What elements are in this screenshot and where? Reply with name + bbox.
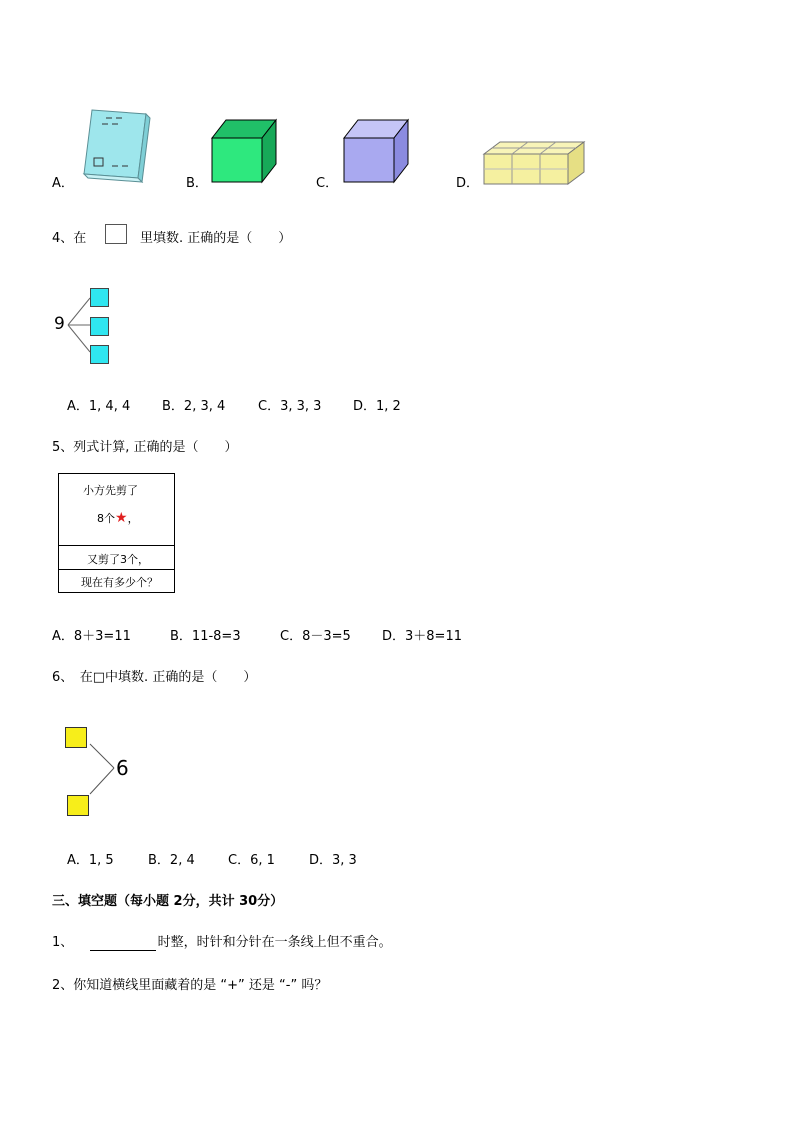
book-image bbox=[84, 108, 154, 188]
fill1-number: 1、 bbox=[52, 935, 74, 950]
yellow-box-image bbox=[484, 140, 586, 186]
q4-option-d[interactable]: D．1, 2 bbox=[353, 399, 401, 414]
q6-option-a[interactable]: A．1, 5 bbox=[67, 853, 114, 868]
q5-option-c[interactable]: C．8－3=5 bbox=[280, 629, 351, 644]
q6-diagram-number: 6 bbox=[116, 756, 129, 780]
fill1-text: 时整，时针和分针在一条线上但不重合。 bbox=[157, 935, 392, 950]
q5-box-count: 8个 bbox=[97, 512, 115, 525]
star-icon: ★ bbox=[115, 510, 128, 526]
q5-option-b[interactable]: B．11-8=3 bbox=[170, 629, 241, 644]
q4-prefix: 4、在 bbox=[52, 231, 87, 246]
q6-option-b[interactable]: B．2, 4 bbox=[148, 853, 195, 868]
q4-square-top bbox=[90, 288, 109, 307]
q3-option-c-label[interactable]: C． bbox=[316, 176, 339, 191]
q4-diagram-number: 9 bbox=[54, 314, 65, 334]
q4-square-middle bbox=[90, 317, 109, 336]
q5-box-line2 bbox=[97, 510, 139, 526]
green-cube-image bbox=[212, 118, 278, 184]
fill-question-2: 2、你知道横线里面藏着的是 “+” 还是 “-” 吗？ bbox=[52, 978, 328, 993]
section-3-heading: 三、填空题（每小题 2分，共计 30分） bbox=[52, 894, 284, 909]
divider bbox=[59, 545, 174, 546]
q3-option-a-label[interactable]: A． bbox=[52, 176, 74, 191]
q6-square-top bbox=[65, 727, 87, 748]
q3-option-b-label[interactable]: B． bbox=[186, 176, 208, 191]
q5-option-d[interactable]: D．3＋8=11 bbox=[382, 629, 462, 644]
q5-problem-box bbox=[58, 473, 175, 593]
q5-box-line4: 现在有多少个？ bbox=[81, 576, 158, 589]
q4-option-c[interactable]: C．3, 3, 3 bbox=[258, 399, 322, 414]
fill1-answer-blank[interactable] bbox=[90, 936, 156, 951]
q4-blank-box bbox=[105, 224, 127, 244]
q4-option-b[interactable]: B．2, 3, 4 bbox=[162, 399, 226, 414]
q5-box-line3: 又剪了3个， bbox=[87, 553, 149, 566]
q5-box-line1: 小方先剪了 bbox=[83, 484, 138, 497]
q5-option-a[interactable]: A．8＋3=11 bbox=[52, 629, 131, 644]
q5-box-comma: ， bbox=[127, 512, 139, 525]
q4-stem: 里填数. 正确的是（ ） bbox=[140, 231, 292, 246]
q6-option-c[interactable]: C．6, 1 bbox=[228, 853, 275, 868]
q6-option-d[interactable]: D．3, 3 bbox=[309, 853, 357, 868]
q6-square-bottom bbox=[67, 795, 89, 816]
q6-stem: 6、 在□中填数. 正确的是（ ） bbox=[52, 670, 257, 685]
purple-cube-image bbox=[344, 118, 410, 184]
divider bbox=[59, 569, 174, 570]
q4-square-bottom bbox=[90, 345, 109, 364]
q4-option-a[interactable]: A．1, 4, 4 bbox=[67, 399, 131, 414]
q5-stem: 5、列式计算, 正确的是（ ） bbox=[52, 440, 238, 455]
fill-question-1 bbox=[52, 935, 392, 951]
q3-option-d-label[interactable]: D． bbox=[456, 176, 480, 191]
